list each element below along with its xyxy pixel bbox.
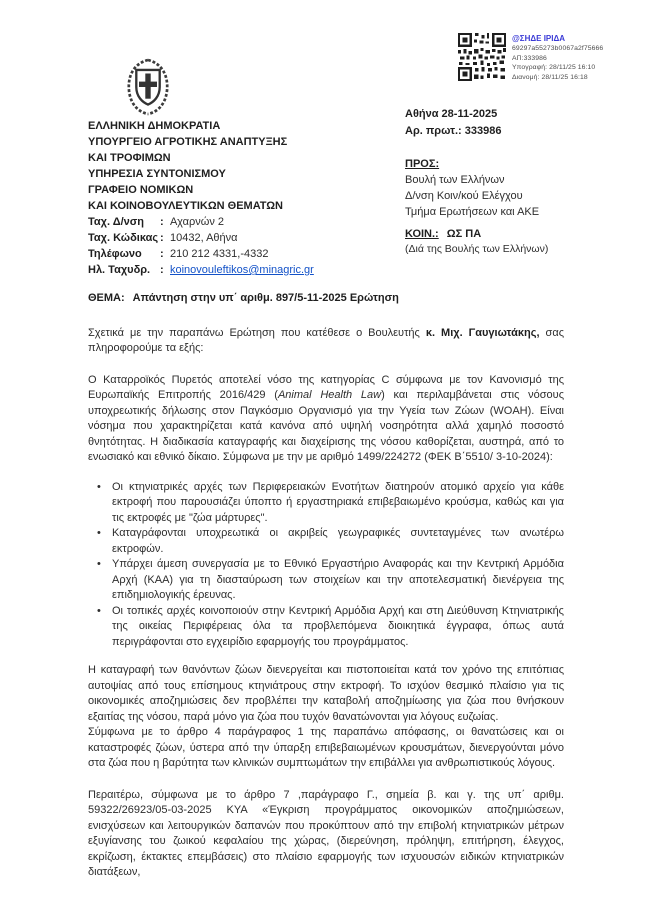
stamp-system-name: @ΣΗΔΕ ΙΡΙΔΑ — [512, 34, 565, 43]
contact-label: Ταχ. Κώδικας — [88, 232, 159, 244]
qr-code-icon — [458, 33, 506, 81]
contact-colon: : — [160, 216, 164, 228]
contact-value: 210 212 4331,-4332 — [170, 248, 269, 260]
bullet-list — [88, 480, 564, 651]
list-item — [88, 480, 564, 527]
ministry-header — [88, 118, 388, 214]
org-line: ΥΠΟΥΡΓΕΙΟ ΑΓΡΟΤΙΚΗΣ ΑΝΑΠΤΥΞΗΣ — [88, 136, 288, 148]
subject-text: Απάντηση στην υπ΄ αριθμ. 897/5-11-2025 Ερώτηση — [132, 292, 399, 304]
koin-value: ΩΣ ΠΑ — [446, 228, 482, 240]
pros-label: ΠΡΟΣ: — [405, 158, 440, 170]
intro-text-after: σας πληροφορούμε τα εξής: — [88, 326, 565, 354]
city-date: Αθήνα 28-11-2025 — [405, 108, 498, 120]
bullet-icon: • — [97, 480, 101, 493]
bullet-icon: • — [97, 527, 101, 539]
list-item — [88, 526, 564, 557]
coat-of-arms-icon — [121, 57, 175, 117]
contact-colon: : — [160, 232, 164, 244]
koin-subtext: (Διά της Βουλής των Ελλήνων) — [405, 243, 549, 255]
contact-label: Τηλέφωνο — [88, 248, 142, 260]
date-protocol-block — [405, 106, 501, 139]
contact-value: 10432, Αθήνα — [170, 232, 238, 244]
contact-label: Ταχ. Δ/νση — [88, 216, 145, 228]
email-link[interactable]: koinovouleftikos@minagric.gr — [170, 264, 314, 276]
mp-name: κ. Μιχ. Γαυγιωτάκης, — [425, 326, 540, 339]
org-line: ΕΛΛΗΝΙΚΗ ΔΗΜΟΚΡΑΤΙΑ — [88, 120, 221, 132]
org-line: ΓΡΑΦΕΙΟ ΝΟΜΙΚΩΝ — [88, 184, 194, 196]
contact-label: Ηλ. Ταχυδρ. — [88, 264, 151, 276]
bullet-text: Καταγράφονται υποχρεωτικά οι ακριβείς γεωγραφικές συντεταγμένες των ανωτέρω εκτροφών. — [112, 527, 564, 555]
contact-colon: : — [160, 248, 164, 260]
intro-text-before: Σχετικά με την παραπάνω Ερώτηση που κατέθεσε ο Βουλευτής — [88, 326, 426, 339]
contact-value: Αχαρνών 2 — [170, 216, 224, 228]
contact-row-phone — [88, 246, 398, 262]
stamp-hash: 69297a55273b0067a2f75666 — [512, 45, 604, 52]
bullet-text: Οι κτηνιατρικές αρχές των Περιφερειακών Ενοτήτων διατηρούν ατομικό αρχείο για κάθε εκτροφή που παρουσιάζει ύποπτο ή εργαστηριακά επιβεβαιωμένο κρούσμα, καθώς και για τις εκτροφές με "ζώα μάρτυρες". — [112, 480, 564, 524]
irida-signature-stamp — [458, 33, 603, 82]
org-line: ΚΑΙ ΤΡΟΦΙΜΩΝ — [88, 152, 171, 164]
protocol-number: Αρ. πρωτ.: 333986 — [405, 124, 502, 137]
stamp-text — [512, 33, 603, 82]
subject-label: ΘΕΜΑ: — [88, 292, 125, 304]
cc-row — [405, 226, 635, 242]
pros-line: Δ/νση Κοιν/κού Ελέγχου — [405, 190, 523, 202]
bullet-icon: • — [97, 604, 101, 617]
p1-text-after: ) και περιλαμβάνεται στις νόσους υποχρεωτικής δήλωσης στον Παγκόσμιο Οργανισμό για την Υγεία των Ζώων (WOAH). Είναι νόσημα που χαρακτηρίζεται κατά κανόνα από υψηλή νοσηρότητα αλλά χαμηλό ποσοστό θνητότητας. Η διαδικασία καταγραφής και διαχείρισης της νόσου καθορίζεται, αυστηρά, από το ενωσιακό και εθνικό δίκαιο. Σύμφωνα με την με αριθμό 1499/224272 (ΦΕΚ Β΄5510/ 3-10-2024): — [88, 389, 564, 463]
list-item — [88, 604, 564, 651]
intro-paragraph — [88, 326, 564, 357]
contact-colon: : — [160, 264, 164, 276]
p1-text-before: Ο Καταρροϊκός Πυρετός αποτελεί νόσο της κατηγορίας C σύμφωνα με τον Κανονισμό της Ευρωπαϊκής Επιτροπής 2016/429 ( — [88, 373, 564, 401]
contact-row-email — [88, 262, 398, 278]
stamp-protocol: ΑΠ:333986 — [512, 54, 547, 62]
pros-line: Τμήμα Ερωτήσεων και ΑΚΕ — [405, 206, 540, 218]
list-item — [88, 557, 564, 604]
org-line: ΥΠΗΡΕΣΙΑ ΣΥΝΤΟΝΙΣΜΟΥ — [88, 168, 226, 180]
recipient-block — [405, 156, 625, 220]
cc-block — [405, 226, 635, 257]
koin-label: ΚΟΙΝ.: — [405, 228, 439, 240]
stamp-signature-time: Υπογραφή: 28/11/25 16:10 — [512, 64, 596, 71]
paragraph-kya: Περαιτέρω, σύμφωνα με το άρθρο 7 ,παράγραφο Γ., σημεία β. και γ. της υπ΄ αριθμ. 59322/26923/05-03-2025 ΚΥΑ «Έγκριση προγράμματος οικονομικών αποζημιώσεων, ενισχύσεων και λειτουργικών δαπανών που προκύπτουν από την επιβολή κτηνιατρικών μέτρων εξυγίανσης του ζωικού κεφαλαίου της χώρας, (διερεύνηση, πρόληψη, επιτήρηση, έλεγχος, εκρίζωση, έκτακτες επεμβάσεις) στο πλαίσιο εφαρμογής των ισχυουσών ειδικών κτηνιατρικών διατάξεων, — [88, 788, 564, 878]
p1-law-name: Animal Health Law — [277, 389, 382, 401]
paragraph-compensation: Η καταγραφή των θανόντων ζώων διενεργείται και πιστοποιείται κατά τον χρόνο της επιτόπιας αυτοψίας από τους επίσημους κτηνιάτρους στην εκτροφή. Το ισχύον θεσμικό πλαίσιο για τις οικονομικές αποζημιώσεις δεν προβλέπει την καταβολή αποζημίωσης για ζώα που θνήσκουν εξαιτίας της νόσου, παρά μόνο για ζώα που τυχόν θανατώνονται για λόγους ευζωίας. — [88, 664, 564, 723]
document-body — [88, 291, 564, 881]
contact-row-address — [88, 214, 398, 230]
stamp-distribution-time: Διανομή: 28/11/25 16:18 — [512, 73, 588, 81]
paragraph-article4: Σύμφωνα με το άρθρο 4 παράγραφος 1 της παραπάνω απόφασης, οι θανατώσεις και οι καταστροφές ζώων, ύστερα από την ύπαρξη επιβεβαιωμένων κρουσμάτων, διενεργούνται μόνο στα ζώα που η βαρύτητα των κλινικών συμπτωμάτων την επιβάλλει για ανθρωπιστικούς λόγους. — [88, 726, 564, 769]
subject-line — [88, 291, 564, 307]
bullet-text: Οι τοπικές αρχές κοινοποιούν στην Κεντρική Αρμόδια Αρχή και στη Διεύθυνση Κτηνιατρικής της οικείας Περιφέρειας όλα τα προβλεπόμενα διοικητικά έγγραφα, όπως αυτά περιγράφονται στο εγχειρίδιο εφαρμογής του προγράμματος. — [112, 604, 564, 648]
pros-line: Βουλή των Ελλήνων — [405, 174, 505, 186]
bullet-icon: • — [97, 558, 101, 570]
contact-details — [88, 214, 398, 278]
org-line: ΚΑΙ ΚΟΙΝΟΒΟΥΛΕΥΤΙΚΩΝ ΘΕΜΑΤΩΝ — [88, 200, 284, 212]
paragraph-disease-info — [88, 373, 564, 466]
bullet-text: Υπάρχει άμεση συνεργασία με το Εθνικό Εργαστήριο Αναφοράς και την Κεντρική Αρμόδια Αρχή (ΚΑΑ) για τη διασταύρωση των στοιχείων και την αποτελεσματική διενέργεια της επιδημιολογικής έρευνας. — [112, 558, 564, 601]
contact-row-postcode — [88, 230, 398, 246]
